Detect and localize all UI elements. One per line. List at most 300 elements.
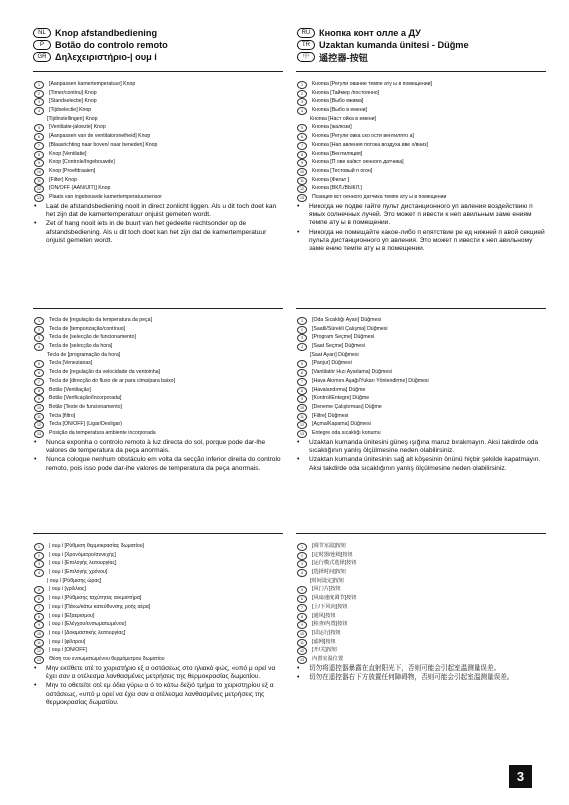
list-item [34,141,283,150]
bullet-icon: • [34,664,37,672]
note-bullet [34,456,283,473]
item-number: 3 [297,334,307,342]
note-bullet [34,439,283,456]
note-bullet [34,682,283,707]
item-number: 11 [297,413,307,421]
item-number: 1 [297,543,307,551]
item-number: 10 [297,630,307,638]
bullet-icon: • [34,202,37,210]
list-item [297,316,546,325]
note-bullet [297,203,546,228]
item-text: Entegre oda sıcaklığı konumu [312,429,381,436]
item-number: 5 [34,360,44,368]
list-item [34,612,283,621]
list-item [34,377,283,386]
list-item [297,620,546,629]
item-text: Plaats van ingebouwde kamertemperatuursensor [49,193,163,200]
list-item [297,420,546,429]
item-text: Tecla [filtro] [49,412,76,419]
lang-badge-zh: 中 [297,52,315,62]
item-text: Кнопка [Нап авления потока воздуха вве х/вниз] [312,141,428,148]
item-text: Tecla de [regulação da temperatura da peça] [49,317,152,323]
section-pt [34,316,283,473]
list-item [34,342,283,351]
item-text: [Tijdselectie] Knop [49,107,92,114]
item-text: | ουμ ί [Ρύθμισης ταχύτητας ανεμιστήρα] [49,595,142,602]
item-text: [风扇速度调节]按钮 [312,595,357,602]
item-text: Knop [Controle/Ingebouwde] [49,159,115,166]
lang-badge-tr: TR [297,40,315,50]
list-item [34,184,283,193]
list-item [297,97,546,106]
list-item [297,585,546,594]
item-text: 内置室温位置 [312,655,344,662]
item-number: 12 [34,421,44,429]
list-item [34,646,283,655]
list-item [297,638,546,647]
list-item [297,368,546,377]
item-number: 9 [297,395,307,403]
item-text: Botão [Teste de funcionamento] [49,403,122,410]
item-text: Кнопка [Наст ойка в емени] [310,115,377,122]
note-text: Laat de afstandsbediening nooit in direct zonlicht liggen. Als u dit toch doet kan het zijn dat de kamertemperatuur onjuist gemeten wordt. [46,202,277,218]
item-text: [Program Seçme] Düğmesi [312,334,375,341]
item-text: | ουμ ί [Επιλογής λειτουργίας] [49,560,117,567]
item-number: 1 [34,543,44,551]
list-item [34,106,283,115]
list-item [297,132,546,141]
list-item [34,594,283,603]
item-text: [Filter] Knop [49,176,77,183]
item-number: 7 [34,604,44,612]
item-number: 4 [34,343,44,351]
note-text: Uzaktan kumanda ünitesinin sağ alt köşesinin önünü hiçbir şekilde kapatmayın. Aksi takdirde oda sıcaklığının yanlış ölçülmesine neden olabilirsiniz. [309,456,541,472]
item-text: Tecla de [selecção da hora] [49,343,113,350]
item-number: 5 [34,586,44,594]
header-title-p: Botão do controlo remoto [55,39,168,50]
list-item [34,585,283,594]
item-text: Tecla de [regulação da velocidade da ventoinha] [49,369,161,376]
item-text: [Ventilatie-jaloezie] Knop [49,124,106,131]
list-item [297,359,546,368]
bullet-icon: • [297,673,300,681]
note-bullet [297,665,546,673]
list-item [297,106,546,115]
item-text: | ουμ ί [γρίλλιας] [49,586,86,593]
item-number: 8 [34,387,44,395]
header-row-zh [297,51,545,62]
list-item [297,176,546,185]
item-number: 10 [34,168,44,176]
lang-badge-ru: RU [297,28,315,38]
item-text: [Saat Seçme] Düğmesi [312,343,366,350]
list-item [297,377,546,386]
note-text: Μην το οθετείτε οτέ εμ όδια γύρω α ό το κάτω δεξιό τμήμα το χειριστηρίου εξ α οστάσεως, «υπό μ ορεί να έχει σαν α οτέλεσμα λανθασμένες μετρήσεις της θερμοκρασίας δωματίου. [46,682,274,706]
item-number: 8 [297,613,307,621]
item-text: | ουμ ί [Δοκιμαστικής λειτουργίας] [49,629,126,636]
item-number: 3 [34,98,44,106]
item-text: [滤网]按钮 [312,638,336,645]
item-number: 6 [297,595,307,603]
note-bullet [34,665,283,682]
list-item [297,629,546,638]
item-number: 6 [34,133,44,141]
list-item [34,325,283,334]
note-bullet [297,456,546,473]
item-text: [时间设定]按钮 [310,577,345,584]
list-item [34,620,283,629]
item-text: [Timer/continu] Knop [49,89,97,96]
page-number: 3 [509,765,532,788]
item-text: [ON/OFF (AAN/UIT)] Knop [49,185,111,192]
list-item [297,655,546,664]
item-number: 9 [297,621,307,629]
item-number: 12 [297,421,307,429]
list-item [34,629,283,638]
bullet-icon: • [34,456,37,464]
list-item [34,150,283,159]
item-text: | ουμ ί [Ρύθμιση θερμοκρασίας δωματίου] [49,543,144,549]
item-number: 12 [297,647,307,655]
list-item [297,559,546,568]
item-number: 3 [297,98,307,106]
item-text: [Saat Ayarı] Düğmesi [310,351,359,358]
divider [33,308,283,309]
item-text: Knop [Ventilatie] [49,150,87,157]
list-item [297,342,546,351]
item-number: 11 [34,413,44,421]
item-text: Кнопка [Регули овка ско ости вентилято а] [312,133,414,140]
item-number: 3 [34,560,44,568]
list-item [297,89,546,98]
note-text: Uzaktan kumanda ünitesini güneş ışığına maruz bırakmayın. Aksi takdirde oda sıcaklığının yanlış ölçülmesine neden olabilirsiniz. [309,438,539,454]
item-text: Tecla de [direcção do fluxo de ar para cima/para baixo] [49,377,176,384]
item-number: 7 [297,142,307,150]
divider [296,533,546,534]
list-item [34,394,283,403]
list-item [297,551,546,560]
list-item [297,141,546,150]
item-text: [Vantilatör Hızı Ayarlama] Düğmesi [312,369,392,376]
bullet-icon: • [34,438,37,446]
list-item [297,568,546,577]
item-number: 13 [34,194,44,202]
item-number: 11 [297,639,307,647]
item-text: [上/下风向]按钮 [312,603,348,610]
item-text: [Aanpassen van de ventilatorsnelheid] Knop [49,133,151,140]
item-text: [运行模式选择]按钮 [312,560,357,567]
header-row-gr [33,51,281,62]
note-bullet [34,203,283,220]
header-left [33,27,281,63]
item-text: | ουμ ί [ON/OFF] [49,647,88,654]
note-bullet [297,229,546,254]
list-item [297,158,546,167]
item-text: | ουμ ί [Ελέγχου/ενσωματωμένου] [49,621,126,628]
item-number: 5 [34,124,44,132]
list-item [297,542,546,551]
note-bullet [297,674,546,682]
note-text: Никогда не помещайте какое-либо п епятствие ре ед нижней п авой секцией пульта дистанционного уп авления. Это может п ивести к неп авильному заме ению темпе ату ы в помещении. [309,228,545,253]
item-number: 6 [297,369,307,377]
list-item [297,429,546,438]
note-bullet [34,220,283,245]
item-number: 10 [34,404,44,412]
item-number-blank [34,577,42,586]
header-row-nl [33,27,281,38]
item-number: 1 [34,81,44,89]
item-text: Кнопка [Вентиляция] [312,150,363,157]
bullet-icon: • [34,682,37,690]
item-number: 10 [34,630,44,638]
list-item [297,612,546,621]
list-item [297,386,546,395]
list-item [34,167,283,176]
item-text: Tecla [Venezianas] [49,360,93,367]
lang-badge-gr: GR [33,52,51,62]
list-item [34,316,283,325]
section-zh [297,542,546,682]
note-bullet [297,439,546,456]
item-number-blank [297,577,305,586]
item-text: Кнопка [Регули ование темпе ату ы в помещении] [312,81,432,87]
list-item [34,420,283,429]
list-item [297,150,546,159]
item-text: Tecla [ON/OFF] (Ligar/Desligar) [49,421,122,428]
note-text: Μην εκτίθετε οτέ το χειριστήριο εξ α οστάσεως στο ηλιακό φώς, «υπό μ ορεί να έχει σαν α οτέλεσμα λανθασμένες μετρήσεις της θερμοκρασίας δωματίου. [46,664,276,680]
item-text: [Blaasrichting naar boven/ naar beneden] Knop [49,141,158,148]
note-text: 切勿将遥控器暴露在直射阳光下，否则可能会引起室温测量误差。 [309,664,501,672]
item-number: 11 [297,177,307,185]
item-number: 3 [34,334,44,342]
item-number: 12 [34,185,44,193]
item-text: | ουμ ί [Ρύθμισης ώρας] [47,577,102,584]
item-number-blank [297,351,305,360]
note-text: Никогда не подве гайте пульт дистанционного уп авления воздействию п ямых солнечных лучей. Это может п ивести к неп авильным заме ениям темпе ату ы в помещении. [309,202,533,227]
item-number-blank [34,351,42,360]
bullet-icon: • [297,228,300,236]
header-right [297,27,545,63]
header-row-p [33,39,281,50]
list-item [34,97,283,106]
list-item [34,333,283,342]
bullet-icon: • [297,664,300,672]
item-text: [Filtre] Düğmesi [312,412,349,419]
list-item [297,115,546,124]
item-text: Botão [Verificação/Incorporada] [49,395,122,402]
list-item [34,568,283,577]
list-item [297,403,546,412]
note-text: Zet of hang nooit iets in de buurt van het gedeelte rechtsonder op de afstandsbediening. Als u dit toch doet kan het zijn dat de kamertemperatuur onjuist gemeten wordt. [46,220,267,244]
item-text: Tecla de [programação da hora] [47,351,121,358]
list-item [34,115,283,124]
section-ru [297,80,546,253]
item-number: 6 [34,369,44,377]
item-number: 12 [34,647,44,655]
item-number: 12 [297,185,307,193]
note-text: Nunca coloque nenhum obstáculo em volta da secção inferior direita do controlo remoto, pois isso pode dar-lhe valores de temperatura da peça anormais. [46,456,281,472]
item-number: 13 [34,430,44,438]
list-item [34,403,283,412]
item-text: [Havalandırma] Düğme [312,386,366,393]
divider [33,71,283,72]
item-text: Posição da temperatura ambiente incorporada [49,429,156,436]
list-item [297,594,546,603]
item-number: 2 [297,552,307,560]
list-item [34,542,283,551]
item-number: 5 [297,124,307,132]
header-row-tr [297,39,545,50]
item-number: 6 [34,595,44,603]
bullet-icon: • [34,220,37,228]
item-text: [选择时间]按钮 [312,569,347,576]
item-text: [Kontrol/Entegre] Düğme [312,395,370,402]
item-text: Кнопка [жалюзи] [312,124,352,131]
list-item [34,158,283,167]
item-number: 8 [297,387,307,395]
header-title-gr: Δηλεχειριστήριο-| ουμ ί [55,51,157,62]
list-item [34,638,283,647]
list-item [34,359,283,368]
item-text: [Standselectie] Knop [49,98,97,105]
item-text: [定时器/连续]按钮 [312,551,353,558]
item-text: Кнопка [Выбо ежима] [312,98,364,105]
note-text: 切勿在遥控器右下方放置任何障碍物，否则可能会引起室温测量误差。 [309,673,514,681]
item-text: [Hava Akımını Aşağı/Yukarı Yönlendirme] Düğmesi [312,377,429,384]
list-item [34,132,283,141]
list-item [34,89,283,98]
section-gr [34,542,283,707]
list-item [34,193,283,202]
item-number: 4 [34,569,44,577]
item-text: [通风]按钮 [312,612,336,619]
item-number: 9 [34,395,44,403]
item-number: 4 [34,107,44,115]
header-title-zh: 遥控器-按钮 [319,52,368,63]
divider [296,308,546,309]
item-text: [Panjur] Düğmesi [312,360,352,367]
item-text: Tecla de [temporização/contínuo] [49,325,126,332]
section-tr [297,316,546,473]
divider [33,533,283,534]
list-item [34,80,283,89]
section-nl [34,80,283,245]
list-item [297,80,546,89]
item-text: [Açma/Kapama] Düğmesi [312,421,371,428]
list-item [297,123,546,132]
item-number: 2 [34,90,44,98]
item-number: 1 [297,317,307,325]
item-text: Tecla de [selecção de funcionamento] [49,334,136,341]
item-number: 13 [297,656,307,664]
item-text: [Oda Sıcaklığı Ayarı] Düğmesi [312,317,382,323]
item-number: 5 [297,586,307,594]
item-text: [试运行]按钮 [312,629,341,636]
item-text: Позиция вст оенного датчика темпе ату ы в помещении [312,193,447,200]
header-title-ru: Кнопка конт олле а ДУ [319,27,421,38]
item-text: [Deneme Çalıştırması] Düğme [312,403,382,410]
item-text: Кнопка [Фильт ] [312,176,350,183]
item-number: 8 [297,151,307,159]
note-text: Nunca exponha o controlo remoto à luz directa do sol, porque pode dar-lhe valores de temperatura da peça anormais. [46,438,266,454]
header-row-ru [297,27,545,38]
lang-badge-nl: NL [33,28,51,38]
item-number: 10 [297,404,307,412]
list-item [34,429,283,438]
list-item [297,325,546,334]
item-number: 4 [297,107,307,115]
list-item [34,386,283,395]
item-number: 13 [297,194,307,202]
item-number: 8 [34,613,44,621]
item-text: [Tijdinstellingen] Knop [47,115,98,122]
list-item [34,559,283,568]
list-item [297,333,546,342]
bullet-icon: • [297,456,300,464]
list-item [297,646,546,655]
item-number: 13 [297,430,307,438]
bullet-icon: • [297,202,300,210]
list-item [34,655,283,664]
item-text: [Aanpassen kamertemperatuur] Knop [49,81,136,87]
item-number: 2 [297,326,307,334]
list-item [297,394,546,403]
item-number: 6 [297,133,307,141]
item-number: 5 [297,360,307,368]
item-number: 2 [34,552,44,560]
item-number: 4 [297,343,307,351]
list-item [297,603,546,612]
item-number: 3 [297,560,307,568]
list-item [297,193,546,202]
item-text: [风门片]按钮 [312,586,341,593]
list-item [34,412,283,421]
item-text: Кнопка [ВКЛ./ВЫКЛ.] [312,185,362,192]
item-number: 9 [297,159,307,167]
list-item [297,577,546,586]
lang-badge-p: P [33,40,51,50]
item-number: 9 [34,159,44,167]
item-number: 4 [297,569,307,577]
list-item [297,351,546,360]
item-text: | ουμ ί [φίλτρου] [49,638,86,645]
list-item [34,551,283,560]
item-text: [检查/内置]按钮 [312,621,348,628]
item-text: [Saatli/Sürekli Çalışma] Düğmesi [312,325,388,332]
item-number: 2 [297,90,307,98]
item-number: 7 [297,604,307,612]
list-item [34,603,283,612]
list-item [34,368,283,377]
item-text: Knop [Proefdraaien] [49,167,96,174]
list-item [297,184,546,193]
item-text: | ουμ ί [Επιλογής χρόνου] [49,569,108,576]
item-text: | ουμ ί [Εξαερισμου] [49,612,95,619]
item-text: [调节室温]按钮 [312,543,347,549]
item-number: 9 [34,621,44,629]
list-item [297,412,546,421]
item-number: 7 [34,142,44,150]
item-text: | ουμ ί [Χρονόμετρο/συνεχής] [49,551,116,558]
item-text: Botão [Ventilação] [49,386,91,393]
item-text: | ουμ ί [Πάνω/κάτω κατεύθυνσης ροής αέρα] [49,603,151,610]
bullet-icon: • [297,438,300,446]
list-item [34,351,283,360]
header-title-tr: Uzaktan kumanda ünitesi - Düğme [319,39,469,50]
item-number-blank [297,115,305,124]
item-text: [开/关]按钮 [312,647,338,654]
item-text: Кнопка [Тестовый п огон] [312,167,373,174]
